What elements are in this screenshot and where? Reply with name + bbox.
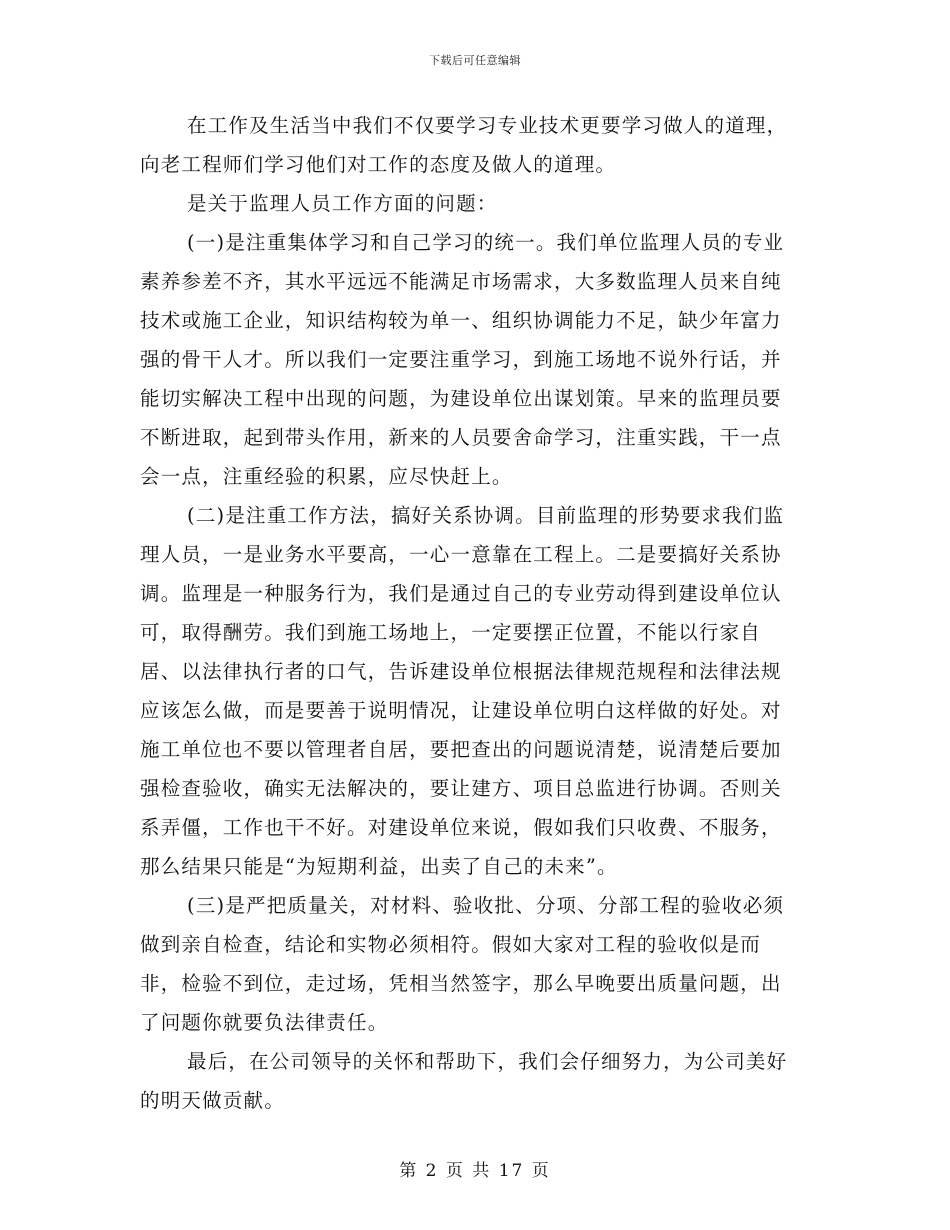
page-footer: 第 2 页 共 17 页 — [399, 1161, 551, 1181]
paragraph-2: 是关于监理人员工作方面的问题： — [187, 192, 498, 215]
document-body — [140, 106, 800, 1120]
page-header: 下载后可任意编辑 — [429, 54, 521, 67]
paragraph-5: (三)是严把质量关，对材料、验收批、分项、分部工程的验收必须做到亲自检查，结论和实物必须相符。假如大家对工程的验收似是而非，检验不到位，走过场，凭相当然签字，那么早晚要出质量问题，出了问题你就要负法律责任。 — [140, 894, 785, 1034]
paragraph-3: (一)是注重集体学习和自己学习的统一。我们单位监理人员的专业素养参差不齐，其水平远远不能满足市场需求，大多数监理人员来自纯技术或施工企业，知识结构较为单一、组织协调能力不足，缺少年富力强的骨干人才。所以我们一定要注重学习，到施工场地不说外行话，并能切实解决工程中出现的问题，为建设单位出谋划策。早来的监理员要不断进取，起到带头作用，新来的人员要舍命学习，注重实践，干一点会一点，注重经验的积累，应尽快赶上。 — [140, 231, 785, 488]
paragraph-1: 在工作及生活当中我们不仅要学习专业技术更要学习做人的道理，向老工程师们学习他们对工作的态度及做人的道理。 — [140, 114, 788, 176]
paragraph-6: 最后，在公司领导的关怀和帮助下，我们会仔细努力，为公司美好的明天做贡献。 — [140, 1050, 788, 1112]
paragraph-4: (二)是注重工作方法，搞好关系协调。目前监理的形势要求我们监理人员，一是业务水平要高，一心一意靠在工程上。二是要搞好关系协调。监理是一种服务行为，我们是通过自己的专业劳动得到建设单位认可，取得酬劳。我们到施工场地上，一定要摆正位置，不能以行家自居、以法律执行者的口气，告诉建设单位根据法律规范规程和法律法规应该怎么做，而是要善于说明情况，让建设单位明白这样做的好处。对施工单位也不要以管理者自居，要把查出的问题说清楚，说清楚后要加强检查验收，确实无法解决的，要让建方、项目总监进行协调。否则关系弄僵，工作也干不好。对建设单位来说，假如我们只收费、不服务，那么结果只能是“为短期利益，出卖了自己的未来”。 — [140, 504, 785, 878]
